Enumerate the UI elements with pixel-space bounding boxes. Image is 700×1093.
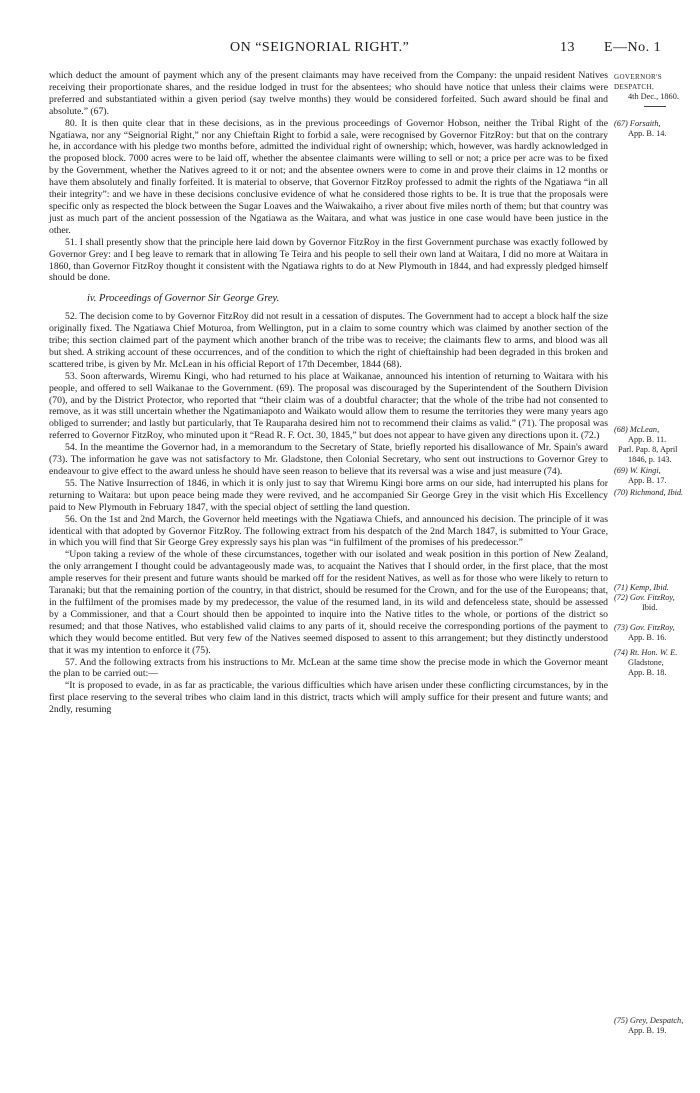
sidenote-68-ref: App. B. 11. [628,435,667,444]
sidenote-75 [614,1016,694,1036]
sidenote-68 [614,425,694,465]
sidenote-75-ref: App. B. 19. [628,1026,667,1035]
paragraph-55: 55. The Native Insurrection of 1846, in which it is only just to say that Wiremu Kingi bore arms on our side, had interrupted his plans for returning to Waitara: but upon peace being made they were revived, and he accompanied Sir George Grey in the visit which His Excellency paid to New Plymouth in February 1847, with the special object of settling the land question. [49,477,608,513]
sidenote-73-source: (73) Gov. FitzRoy, [614,623,675,632]
paragraph-57: 57. And the following extracts from his instructions to Mr. McLean at the same time show the precise mode in which the Governor meant the plan to be carried out:— [49,656,608,680]
paragraph-80: 80. It is then quite clear that in these decisions, as in the previous proceedings of Governor Hobson, neither the Tribal Right of the Ngatiawa, nor any “Seignorial Right,” nor any Chieftain Right to forbid a sale, were recognised by Governor FitzRoy: but that on the contrary he, in accordance with his pledge two months before, admitted the individual right of ownership; which, however, was hardly acknowledged in the proposed block. 7000 acres were to be laid off, whether the absentee claimants were willing to sell or not; a price per acre was to be fixed by the Government, whether the Natives agreed to it or not; and the absentee owners were to come in and prove their claims in 12 months or have them absolutely and finally forfeited. It is material to observe, that Governor FitzRoy professed to admit the rights of the Ngatiawa “in all their integrity”: and we have in these decisions conclusive evidence of what he considered those rights to be. It is true that the proposals were specific only as respected the block between the Sugar Loaves and the Waiwakaiho, a river about five miles north of them; but that country was just as much part of the ancient possession of the Ngatiawa as the Waitara, and what was justice in one case would have been justice in the other. [49,117,608,236]
sidenote-75-source: (75) Grey, Despatch, [614,1016,684,1025]
sidenote-68-source: (68) McLean, [614,425,660,434]
main-text [49,70,608,716]
paragraph-continuation: which deduct the amount of payment which any of the present claimants may have received from the Company: the unpaid resident Natives receiving their proportionate shares, and the residue lodged in trust for the absentees; who should have notice that unless their claims were preferred and substantiated within a given period (say twelve months) they would be considered forfeited. Such award should be final and absolute.” (67). [49,70,608,117]
sidenote-74-source: (74) Rt. Hon. W. E. [614,648,678,657]
sidenote-71-source: (71) Kemp, Ibid. [614,583,669,592]
paragraph-56: 56. On the 1st and 2nd March, the Governor held meetings with the Ngatiawa Chiefs, and announced his decision. The principle of it was identical with that adopted by Governor FitzRoy. The following extract from his despatch of the 2nd March 1847, is submitted to Your Grace, in which you will find that Sir George Grey expressly says his plan was “in fulfilment of the promises of his predecessor.” [49,513,608,549]
running-title: ON “SEIGNORIAL RIGHT.” [230,40,410,55]
sidenote-68-parl: Parl. Pap. 8, April [618,445,678,454]
paragraph-51: 51. I shall presently show that the principle here laid down by Governor FitzRoy in the first Government purchase was exactly followed by Governor Grey: and I beg leave to remark that in allowing Te Teira and his people to sell their own land at Waitara, I did no more at Waitara in 1860, than Governor FitzRoy thought it consistent with the Ngatiawa rights to do at New Plymouth in 1844, and had expressly pledged himself should be done. [49,236,608,284]
sidenote-69 [614,466,694,486]
sidenote-67 [614,119,694,139]
sidenote-71 [614,583,694,593]
sidenote-72-source: (72) Gov. FitzRoy, [614,593,675,602]
sidenote-67-source: (67) Forsaith, [614,119,661,128]
paragraph-53: 53. Soon afterwards, Wiremu Kingi, who had returned to his place at Waikanae, announced his intention of returning to Waitara with his people, and offered to sell Waikanae to the Government. (69). The proposal was discouraged by the Superintendent of the Southern Division (70), and by the District Protector, who reported that “their claim was of a doubtful character; that the whole of the tribe had not consented to remove, as it was still uncertain whether the Ngatimaniapoto and Waikato would allow them to resume the territories they were many years ago obliged to surrender; and lastly but particularly, that Te Rauparaha desired him not to recommend their claims as valid.” (71). The proposal was referred to Governor FitzRoy, who minuted upon it “Read R. F. Oct. 30, 1845,” but does not appear to have given any directions upon it. (72.) [49,370,608,442]
sidenote-despatch-date: 4th Dec., 1860. [628,92,679,101]
sidenote-despatch [614,72,694,107]
page-header [0,40,700,60]
paragraph-54: 54. In the meantime the Governor had, in a memorandum to the Secretary of State, briefly reported his disallowance of Mr. Spain's award (73). The information he gave was not satisfactory to Mr. Gladstone, then Colonial Secretary, who sent out instructions to Governor Grey to endeavour to give effect to the award unless he should have seen reason to believe that its reversal was a wise and just measure (74). [49,442,608,477]
sidenote-70-source: (70) Richmond, Ibid. [614,488,684,497]
sidenote-72-ref: Ibid. [642,603,658,612]
sidenote-73-ref: App. B. 16. [628,633,667,642]
sidenote-74 [614,648,694,678]
sidenote-68-page: 1846, p. 143. [628,455,672,464]
sidenote-72 [614,593,694,613]
sidenote-74-ref: App. B. 18. [628,668,667,677]
sidenote-69-ref: App. B. 17. [628,476,667,485]
sidenote-despatch-caps: GOVERNOR'S DESPATCH, [614,73,663,91]
quotation-despatch: “Upon taking a review of the whole of these circumstances, together with our isolated and weak position in this portion of New Zealand, the only arrangement I thought could be advantageously made was, to acquaint the Natives that I should order, in the first place, that the most ample reserves for their present and future wants should be marked off for the resident Natives, as well as for those who were likely to return to Taranaki; but that the remaining portion of the country, in that district, should be resumed for the Crown, and for the use of the Europeans; that, in the fulfilment of the promises made by my predecessor, the value of the resumed land, in its wild and defenceless state, should be assessed by a Commissioner, and that a Court should then be appointed to inquire into the Native titles to the whole, or portions of the district so resumed; and that those Natives, who established valid claims to any parts of it, should receive the corresponding portions of the payment to which they would become entitled. But very few of the Natives seemed disposed to assent to this arrangement; but they distinctly understood that it was my intention to enforce it (75). [49,549,608,656]
paragraph-52: 52. The decision come to by Governor FitzRoy did not result in a cessation of disputes. The Government had to accept a block half the size originally fixed. The Ngatiawa Chief Moturoa, from Wellington, put in a claim to some country which was claimed by another section of the tribe; this section claimed part of the payment which another branch of the tribe was to receive; the claimants flew to arms, and blood was all but shed. A striking account of these occurrences, and of the condition to which the right of chieftainship had been degraded in this broken and scattered tribe, is given by Mr. McLean in his official Report of 17th December, 1844 (68). [49,311,608,370]
sidenote-74-name: Gladstone, [628,658,664,667]
sidenote-67-ref: App. B. 14. [628,129,667,138]
page-number: 13 [560,40,575,55]
quotation-instructions: “It is proposed to evade, in as far as practicable, the various difficulties which have arisen under these conflicting circumstances, by in the first place reserving to the several tribes who claim land in this district, tracts which will amply suffice for their present and future wants; and 2ndly, resuming [49,680,608,716]
sidenote-divider [644,106,666,107]
sidenote-70 [614,488,694,498]
section-heading: iv. Proceedings of Governor Sir George Grey. [87,293,280,305]
document-reference: E—No. 1 [604,40,662,55]
sidenote-73 [614,623,694,643]
sidenote-69-source: (69) W. Kingi, [614,466,661,475]
